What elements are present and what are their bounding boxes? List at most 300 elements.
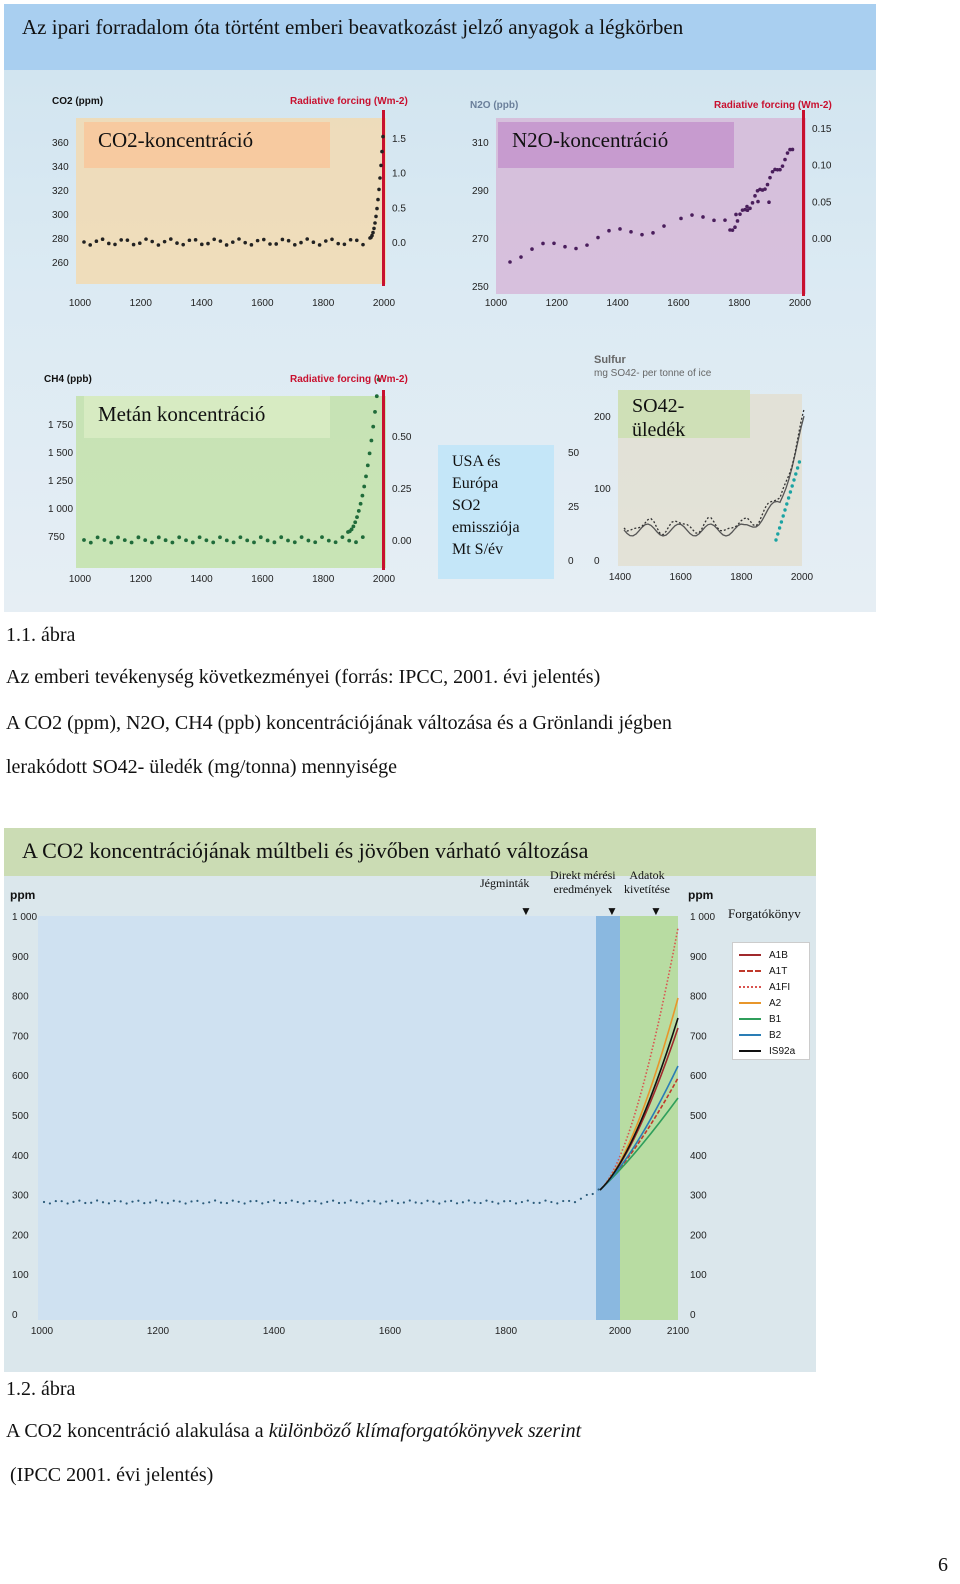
y-tick-label: 0.15	[812, 124, 832, 135]
data-point	[508, 260, 512, 264]
data-point	[450, 1200, 452, 1202]
data-point	[651, 231, 655, 235]
data-point	[267, 1201, 269, 1203]
y-tick-label: 320	[52, 186, 69, 197]
data-point	[119, 238, 123, 242]
data-point	[332, 1200, 334, 1202]
data-point	[239, 535, 243, 539]
y-tick-label: 400	[690, 1150, 707, 1162]
data-point	[361, 494, 365, 498]
y-tick-label: 500	[12, 1111, 29, 1122]
y-tick-label: 0.10	[812, 160, 832, 172]
x-tick-label: 2000	[372, 298, 396, 309]
data-point	[314, 1200, 316, 1202]
data-point	[378, 176, 382, 180]
x-tick-label: 1400	[190, 574, 213, 585]
data-point	[371, 231, 375, 235]
x-tick-label: 1600	[669, 572, 692, 583]
y-tick-label: 500	[690, 1111, 707, 1122]
y-tick-label: 0	[12, 1310, 18, 1321]
data-point	[480, 1202, 482, 1204]
data-point	[273, 1199, 275, 1201]
data-point	[366, 463, 370, 467]
data-point	[171, 541, 175, 545]
arrow-down-icon: ▼	[606, 904, 618, 918]
data-point	[375, 207, 379, 211]
y-tick-label: 100	[12, 1270, 29, 1282]
data-point	[556, 1202, 558, 1204]
data-point	[226, 1202, 228, 1204]
figure-2-caption-line1	[6, 1420, 581, 1443]
y-tick-label: 0.5	[392, 203, 406, 215]
data-point	[177, 535, 181, 539]
data-point	[238, 1201, 240, 1203]
data-point	[780, 520, 783, 523]
co2-projection-chart	[4, 828, 816, 1372]
data-point	[787, 496, 790, 499]
data-point	[679, 217, 683, 221]
figure-1-number: 1.1. ábra	[6, 624, 76, 646]
so2-line-2: Európa	[452, 475, 499, 492]
data-point	[55, 1200, 57, 1202]
y-tick-label: 700	[12, 1031, 29, 1043]
data-point	[190, 1200, 192, 1202]
data-point	[731, 228, 735, 232]
y-tick-label: 200	[12, 1230, 29, 1242]
data-point	[191, 541, 195, 545]
data-point	[371, 425, 375, 429]
data-point	[157, 243, 161, 247]
data-point	[562, 1200, 564, 1202]
data-point	[409, 1199, 411, 1201]
data-point	[305, 237, 309, 241]
co2-forcing-title: Radiative forcing (Wm-2)	[290, 96, 408, 107]
legend-item-b1	[733, 1011, 809, 1027]
direct-line1: Direkt mérési	[550, 868, 616, 882]
data-point	[598, 1188, 600, 1190]
data-point	[250, 243, 254, 247]
ch4-axis-title: CH4 (ppb)	[44, 374, 92, 385]
data-point	[169, 237, 173, 241]
data-point	[232, 540, 236, 544]
data-point	[376, 198, 380, 202]
data-point	[778, 168, 782, 172]
data-point	[303, 1202, 305, 1204]
data-point	[701, 215, 705, 219]
data-point	[791, 484, 794, 487]
data-point	[527, 1199, 529, 1201]
data-point	[372, 227, 376, 231]
data-point	[751, 201, 755, 205]
ch4-label	[84, 396, 330, 438]
data-point	[219, 239, 223, 243]
data-point	[72, 1201, 74, 1203]
data-point	[336, 242, 340, 246]
sulfur-panel	[554, 344, 876, 612]
so2-emission-box	[438, 445, 554, 579]
y-tick-label: 280	[52, 234, 69, 245]
data-point	[474, 1202, 476, 1204]
data-point	[307, 539, 311, 543]
data-point	[763, 187, 767, 191]
data-point	[184, 538, 188, 542]
data-point	[373, 1200, 375, 1202]
data-point	[206, 242, 210, 246]
data-point	[88, 243, 92, 247]
y-tick-label: 340	[52, 162, 69, 173]
data-point	[109, 541, 113, 545]
co2-chart	[4, 70, 444, 320]
data-point	[181, 243, 185, 247]
axis-right-unit: ppm	[688, 888, 714, 902]
y-tick-label: 100	[690, 1270, 707, 1282]
legend-label: A1FI	[769, 981, 791, 993]
y-tick-label: 1 250	[48, 476, 74, 487]
data-point	[330, 238, 334, 242]
data-point	[353, 520, 357, 524]
data-point	[338, 1202, 340, 1204]
data-point	[232, 1200, 234, 1202]
data-point	[90, 1202, 92, 1204]
data-point	[509, 1200, 511, 1202]
data-point	[756, 200, 760, 204]
data-point	[202, 1202, 204, 1204]
data-point	[415, 1201, 417, 1203]
direct-line2: eredmények	[553, 882, 613, 896]
data-point	[783, 508, 786, 511]
data-point	[776, 532, 779, 535]
figure-1-caption-line3: lerakódott SO42- üledék (mg/tonna) mennyisége	[6, 756, 398, 778]
data-point	[426, 1200, 428, 1202]
data-point	[734, 213, 738, 217]
data-point	[352, 524, 356, 528]
data-point	[279, 1202, 281, 1204]
legend-item-is92a	[733, 1043, 809, 1059]
page-number: 6	[938, 1554, 948, 1576]
x-tick-label: 2000	[608, 1326, 632, 1337]
data-point	[794, 472, 797, 475]
data-point	[101, 237, 105, 241]
data-point	[137, 1200, 139, 1202]
data-point	[163, 240, 167, 244]
data-point	[792, 478, 795, 481]
projection-label	[624, 868, 670, 896]
data-point	[320, 1202, 322, 1204]
data-point	[208, 1201, 210, 1203]
legend-swatch	[739, 970, 761, 972]
data-point	[640, 233, 644, 237]
so2-line-3: SO2	[452, 497, 481, 514]
data-point	[362, 1202, 364, 1204]
data-point	[293, 243, 297, 247]
data-point	[299, 241, 303, 245]
figure-2-title: A CO2 koncentrációjának múltbeli és jövőben várható változása	[4, 828, 816, 876]
legend-swatch	[739, 1034, 761, 1036]
legend-swatch	[739, 1050, 761, 1052]
ch4-panel	[4, 344, 444, 612]
n2o-axis-title: N2O (ppb)	[470, 100, 519, 111]
data-point	[96, 535, 100, 539]
y-tick-label: 25	[568, 502, 580, 513]
data-point	[126, 238, 130, 242]
data-point	[357, 509, 361, 513]
y-tick-label: 600	[690, 1071, 707, 1083]
co2-label	[84, 122, 330, 168]
data-point	[103, 538, 107, 542]
data-point	[198, 535, 202, 539]
y-tick-label: 1.0	[392, 168, 406, 180]
data-point	[456, 1202, 458, 1204]
n2o-label-text: N2O-koncentráció	[512, 128, 669, 152]
x-tick-label: 1600	[251, 298, 274, 309]
data-point	[733, 225, 737, 229]
data-point	[130, 541, 134, 545]
data-point	[347, 539, 351, 543]
legend-item-a2	[733, 995, 809, 1011]
ch4-forcing-title: Radiative forcing (Wm-2)	[290, 374, 408, 385]
data-point	[313, 540, 317, 544]
x-tick-label: 1200	[129, 574, 152, 585]
so2-line-5: Mt S/év	[452, 541, 504, 558]
legend-label: IS92a	[769, 1045, 796, 1057]
y-tick-label: 900	[690, 951, 707, 963]
data-point	[82, 538, 86, 542]
y-tick-label: 300	[52, 210, 69, 221]
caption2-prefix: A CO2 koncentráció alakulása a	[6, 1420, 269, 1442]
x-tick-label: 1800	[728, 298, 751, 309]
y-tick-label: 0	[594, 556, 600, 567]
data-point	[327, 539, 331, 543]
x-tick-label: 1600	[378, 1326, 402, 1337]
data-point	[515, 1202, 517, 1204]
data-point	[114, 1200, 116, 1202]
data-point	[113, 243, 117, 247]
data-point	[150, 541, 154, 545]
figure-1-caption-line2: A CO2 (ppm), N2O, CH4 (ppb) koncentrációjának változása és a Grönlandi jégben	[6, 712, 672, 734]
y-tick-label: 800	[690, 991, 707, 1003]
data-point	[432, 1201, 434, 1203]
data-point	[629, 230, 633, 234]
y-tick-label: 400	[12, 1150, 29, 1162]
data-point	[196, 1200, 198, 1202]
data-point	[738, 212, 742, 216]
data-point	[144, 237, 148, 241]
data-point	[273, 540, 277, 544]
y-tick-label: 1 750	[48, 420, 74, 431]
data-point	[662, 224, 666, 228]
legend-item-b2	[733, 1027, 809, 1043]
data-point	[300, 535, 304, 539]
data-point	[211, 541, 215, 545]
y-tick-label: 0	[568, 556, 574, 567]
data-point	[766, 183, 770, 187]
scenario-title: Forgatókönyv	[728, 906, 801, 921]
y-tick-label: 200	[690, 1230, 707, 1242]
data-point	[268, 242, 272, 246]
data-point	[185, 1202, 187, 1204]
projection-line2: kivetítése	[624, 882, 670, 896]
legend-label: B1	[769, 1013, 782, 1025]
sulfur-label-line1: SO42-	[632, 395, 685, 417]
x-tick-label: 1400	[608, 572, 632, 583]
data-point	[194, 238, 198, 242]
data-point	[539, 1202, 541, 1204]
direct-measurement-label	[550, 868, 616, 896]
y-tick-label: 290	[472, 186, 489, 197]
data-point	[690, 213, 694, 217]
y-tick-label: 300	[690, 1190, 707, 1202]
data-point	[95, 239, 99, 243]
x-tick-label: 1200	[146, 1326, 170, 1337]
x-tick-label: 1000	[30, 1326, 54, 1337]
data-point	[785, 502, 788, 505]
data-point	[274, 242, 278, 246]
data-point	[287, 239, 291, 243]
x-tick-label: 1400	[190, 298, 213, 309]
data-point	[355, 239, 359, 243]
data-point	[753, 194, 757, 198]
co2-panel	[4, 70, 444, 320]
data-point	[373, 221, 377, 225]
ch4-label-text: Metán koncentráció	[98, 402, 266, 426]
y-tick-label: 100	[594, 484, 611, 495]
data-point	[541, 242, 545, 246]
data-point	[293, 540, 297, 544]
data-point	[155, 1199, 157, 1201]
y-tick-label: 0.00	[392, 536, 412, 547]
x-tick-label: 1800	[312, 298, 335, 309]
y-tick-label: 1 000	[12, 912, 38, 923]
data-point	[281, 238, 285, 242]
sulfur-chart	[554, 344, 876, 612]
y-tick-label: 260	[52, 258, 69, 269]
data-point	[245, 539, 249, 543]
data-point	[279, 535, 283, 539]
sulfur-label-line2: üledék	[632, 419, 686, 441]
sulfur-title: Sulfur	[594, 354, 626, 366]
data-point	[285, 1202, 287, 1204]
data-point	[131, 1201, 133, 1203]
data-point	[421, 1202, 423, 1204]
n2o-label	[498, 122, 734, 168]
data-point	[320, 535, 324, 539]
x-tick-label: 2100	[666, 1326, 690, 1337]
data-point	[132, 243, 136, 247]
data-point	[256, 239, 260, 243]
data-point	[574, 1201, 576, 1203]
data-point	[237, 237, 241, 241]
scenario-legend	[732, 942, 810, 1060]
data-point	[391, 1200, 393, 1202]
data-point	[774, 538, 777, 541]
data-point	[491, 1201, 493, 1203]
y-tick-label: 250	[472, 282, 489, 293]
data-point	[375, 394, 379, 398]
arrow-down-icon: ▼	[650, 904, 662, 918]
data-point	[143, 1202, 145, 1204]
data-point	[497, 1202, 499, 1204]
y-tick-label: 600	[12, 1071, 29, 1083]
data-point	[355, 515, 359, 519]
data-point	[530, 247, 534, 251]
y-tick-label: 700	[690, 1031, 707, 1043]
data-point	[521, 1201, 523, 1203]
data-point	[712, 219, 716, 223]
so2-line-4: emissziója	[452, 519, 520, 536]
y-tick-label: 0.0	[392, 238, 406, 249]
data-point	[218, 535, 222, 539]
data-point	[308, 1200, 310, 1202]
data-point	[344, 1202, 346, 1204]
data-point	[138, 241, 142, 245]
data-point	[368, 451, 372, 455]
data-point	[243, 241, 247, 245]
y-tick-label: 50	[568, 448, 580, 459]
data-point	[143, 538, 147, 542]
data-point	[519, 255, 523, 259]
data-point	[150, 240, 154, 244]
data-point	[179, 1200, 181, 1202]
data-point	[618, 227, 622, 231]
data-point	[164, 538, 168, 542]
x-tick-label: 1400	[606, 298, 629, 309]
data-point	[533, 1202, 535, 1204]
x-tick-label: 1000	[484, 298, 508, 309]
legend-item-a1b	[733, 947, 809, 963]
data-point	[286, 539, 290, 543]
data-point	[362, 485, 366, 489]
data-point	[745, 205, 749, 209]
data-point	[126, 1202, 128, 1204]
data-point	[786, 151, 790, 155]
x-tick-label: 1600	[667, 298, 690, 309]
data-point	[67, 1202, 69, 1204]
data-point	[291, 1199, 293, 1201]
data-point	[343, 242, 347, 246]
data-point	[212, 237, 216, 241]
data-point	[723, 218, 727, 222]
data-point	[381, 135, 385, 139]
legend-item-a1fi	[733, 979, 809, 995]
so2-line-1: USA és	[452, 453, 501, 470]
data-point	[116, 535, 120, 539]
data-point	[373, 410, 377, 414]
figure-1	[4, 4, 876, 612]
y-tick-label: 900	[12, 951, 29, 963]
data-point	[312, 240, 316, 244]
figure-2	[4, 828, 816, 1372]
y-tick-label: 310	[472, 138, 489, 149]
data-point	[205, 538, 209, 542]
x-tick-label: 1200	[129, 298, 152, 309]
legend-swatch	[739, 1018, 761, 1020]
data-point	[768, 176, 772, 180]
n2o-panel	[444, 70, 876, 320]
data-point	[354, 540, 358, 544]
ice-core-label: Jégminták	[480, 876, 530, 890]
y-tick-label: 300	[12, 1190, 29, 1202]
data-point	[123, 538, 127, 542]
y-tick-label: 0.05	[812, 197, 832, 209]
data-point	[403, 1201, 405, 1203]
data-point	[349, 238, 353, 242]
data-point	[438, 1202, 440, 1204]
data-point	[585, 243, 589, 247]
arrow-down-icon: ▼	[520, 904, 532, 918]
x-tick-label: 1000	[68, 574, 92, 585]
data-point	[175, 241, 179, 245]
x-tick-label: 1000	[68, 298, 92, 309]
